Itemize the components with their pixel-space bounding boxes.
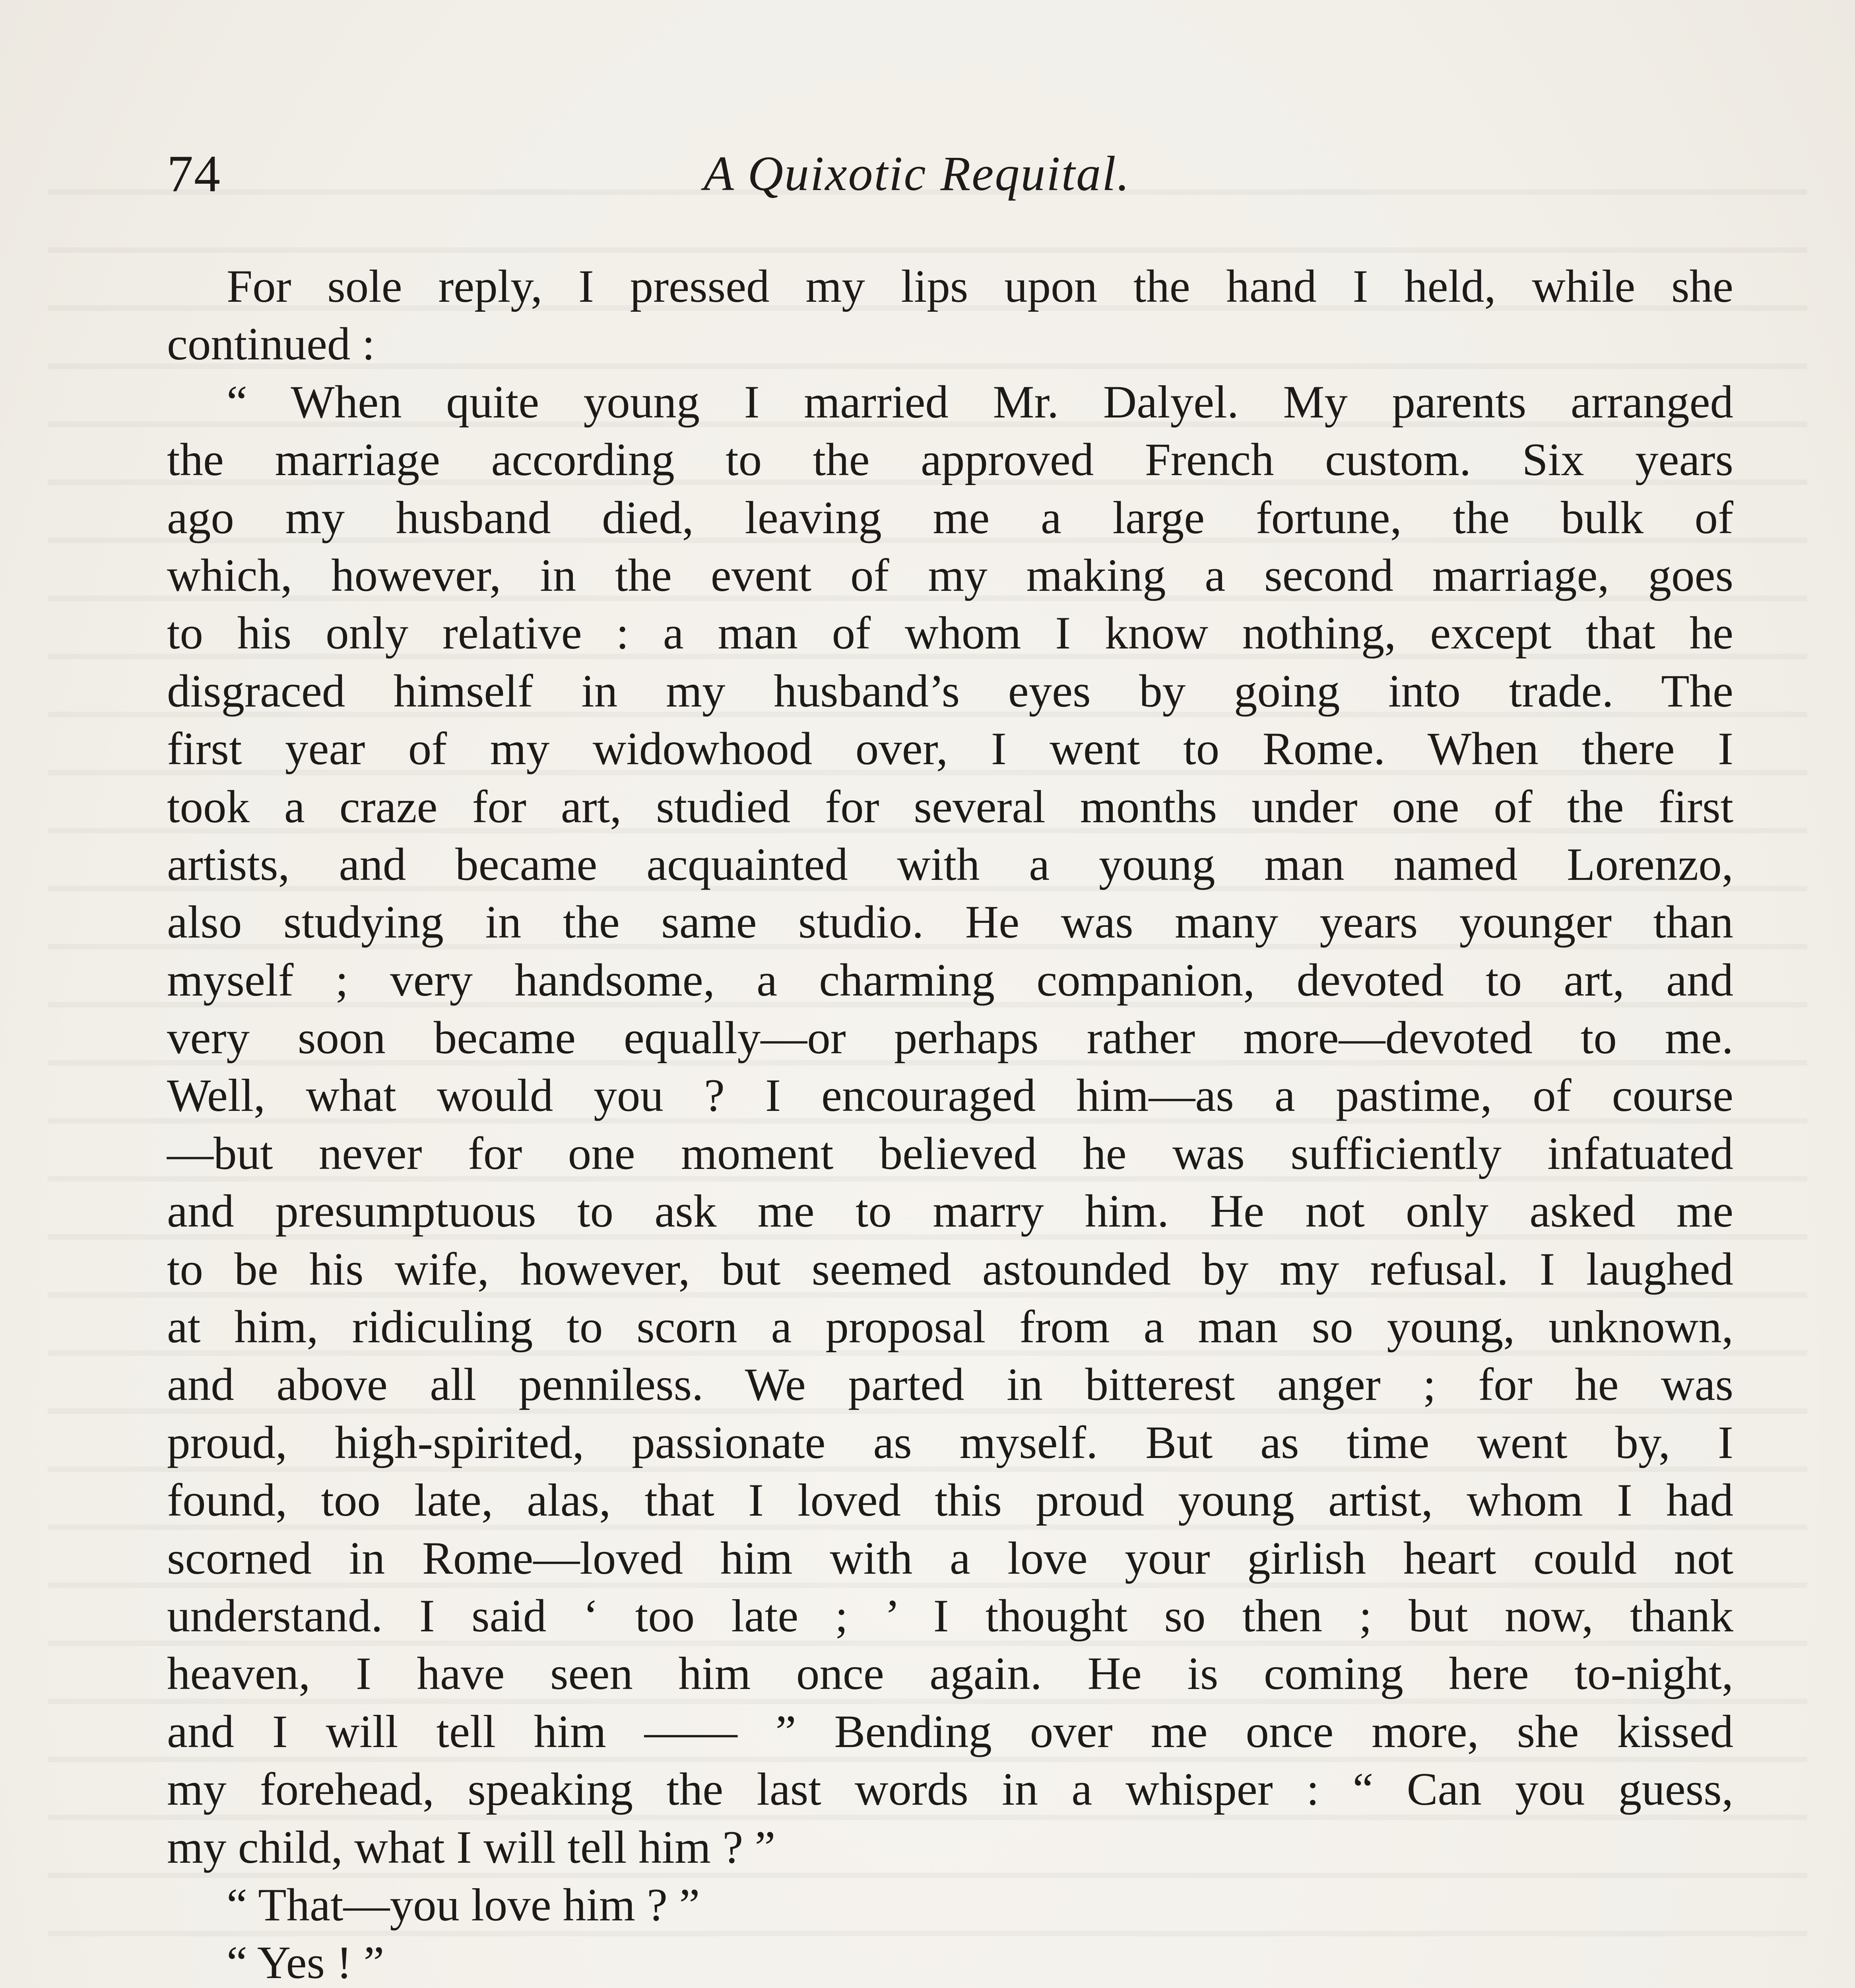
text-line: and above all penniless. We parted in bitterest anger ; for he was [167, 1359, 1733, 1411]
text-line: For sole reply, I pressed my lips upon the hand I held, while she [227, 261, 1733, 312]
text-line: the marriage according to the approved French custom. Six years [167, 434, 1733, 486]
text-line: artists, and became acquainted with a young man named Lorenzo, [167, 839, 1733, 890]
text-line: found, too late, alas, that I loved this proud young artist, whom I had [167, 1475, 1733, 1526]
text-line: took a craze for art, studied for several months under one of the first [167, 781, 1733, 833]
text-line: “ That—you love him ? ” [227, 1879, 700, 1931]
text-line: understand. I said ‘ too late ; ’ I thought so then ; but now, thank [167, 1590, 1733, 1642]
text-line: and presumptuous to ask me to marry him. He not only asked me [167, 1186, 1733, 1237]
text-line: my forehead, speaking the last words in a whisper : “ Can you guess, [167, 1764, 1733, 1815]
page-number: 74 [167, 144, 221, 203]
text-line: disgraced himself in my husband’s eyes by going into trade. The [167, 665, 1733, 717]
text-line: to his only relative : a man of whom I know nothing, except that he [167, 608, 1733, 659]
text-line: continued : [167, 318, 375, 370]
text-line: also studying in the same studio. He was many years younger than [167, 897, 1733, 948]
text-line: first year of my widowhood over, I went to Rome. When there I [167, 723, 1733, 775]
text-line: myself ; very handsome, a charming companion, devoted to art, and [167, 954, 1733, 1006]
text-line: ago my husband died, leaving me a large fortune, the bulk of [167, 492, 1733, 544]
text-line: proud, high-spirited, passionate as myself. But as time went by, I [167, 1417, 1733, 1468]
text-line: to be his wife, however, but seemed astounded by my refusal. I laughed [167, 1243, 1733, 1295]
text-line: scorned in Rome—loved him with a love your girlish heart could not [167, 1532, 1733, 1584]
text-line: very soon became equally—or perhaps rather more—devoted to me. [167, 1012, 1733, 1064]
text-line: “ When quite young I married Mr. Dalyel. My parents arranged [227, 376, 1733, 428]
text-line: —but never for one moment believed he was sufficiently infatuated [167, 1128, 1733, 1179]
text-line: my child, what I will tell him ? ” [167, 1821, 776, 1873]
text-line: at him, ridiculing to scorn a proposal from a man so young, unknown, [167, 1301, 1733, 1353]
text-line: “ Yes ! ” [227, 1937, 384, 1988]
page-header [167, 144, 1741, 208]
running-title: A Quixotic Requital. [704, 146, 1131, 201]
text-line: and I will tell him —— ” Bending over me once more, she kissed [167, 1706, 1733, 1757]
text-line: Well, what would you ? I encouraged him—as a pastime, of course [167, 1070, 1733, 1122]
text-line: heaven, I have seen him once again. He is coming here to-night, [167, 1648, 1733, 1700]
text-line: which, however, in the event of my making a second marriage, goes [167, 549, 1733, 601]
body-text [167, 258, 1733, 1988]
